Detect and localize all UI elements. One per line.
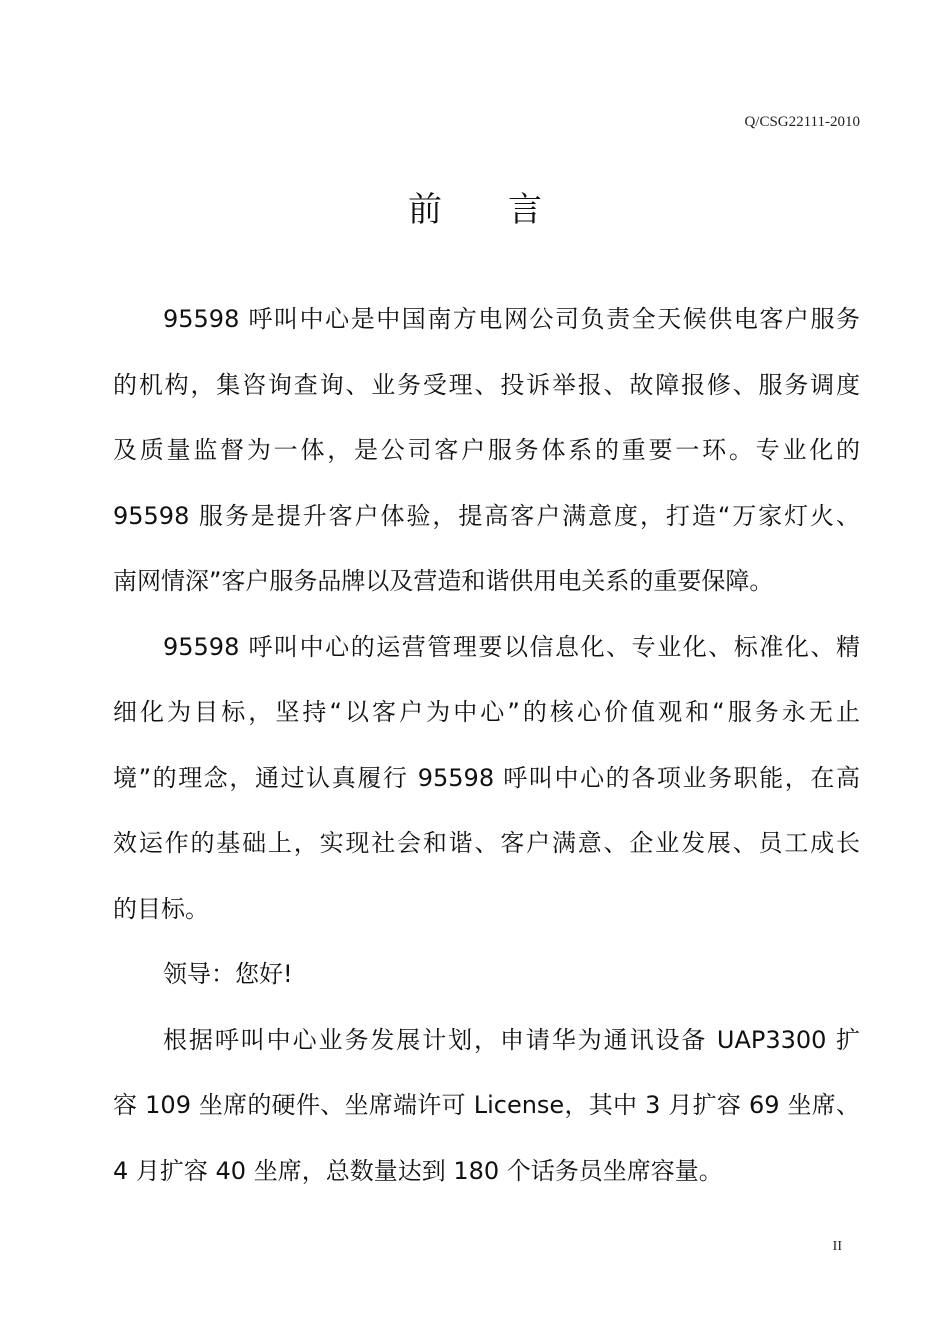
paragraph-line: 南网情深”客户服务品牌以及营造和谐供用电关系的重要保障。 [113,567,774,595]
paragraph-line: 95598 服务是提升客户体验，提高客户满意度，打造“万家灯火、 [113,501,860,530]
document-body [113,287,860,1204]
document-code: Q/CSG22111-2010 [744,114,860,130]
paragraph-line: 效运作的基础上，实现社会和谐、客户满意、企业发展、员工成长 [113,829,860,857]
paragraph-line: 的目标。 [113,894,209,923]
paragraph-line: 的机构，集咨询查询、业务受理、投诉举报、故障报修、服务调度 [113,370,860,399]
paragraph-line: 95598 呼叫中心是中国南方电网公司负责全天候供电客户服务 [163,305,860,333]
page-title: 前言 [408,190,608,230]
paragraph-line: 4 月扩容 40 坐席，总数量达到 180 个话务员坐席容量。 [113,1156,723,1185]
paragraph-line: 细化为目标，坚持“以客户为中心”的核心价值观和“服务永无止 [113,698,860,726]
paragraph-request [113,1008,860,1205]
paragraph-greeting [113,942,860,1008]
paragraph-line: 容 109 坐席的硬件、坐席端许可 License，其中 3 月扩容 69 坐席、 [113,1091,860,1119]
paragraph-intro [113,287,860,615]
paragraph-operations [113,615,860,943]
paragraph-line: 境”的理念，通过认真履行 95598 呼叫中心的各项业务职能，在高 [113,763,860,792]
paragraph-line: 及质量监督为一体，是公司客户服务体系的重要一环。专业化的 [113,436,860,464]
page-number: II [832,1239,842,1254]
paragraph-line: 根据呼叫中心业务发展计划，申请华为通讯设备 UAP3300 扩 [163,1025,860,1054]
paragraph-line: 95598 呼叫中心的运营管理要以信息化、专业化、标准化、精 [163,632,860,661]
paragraph-line: 领导：您好! [163,960,293,988]
